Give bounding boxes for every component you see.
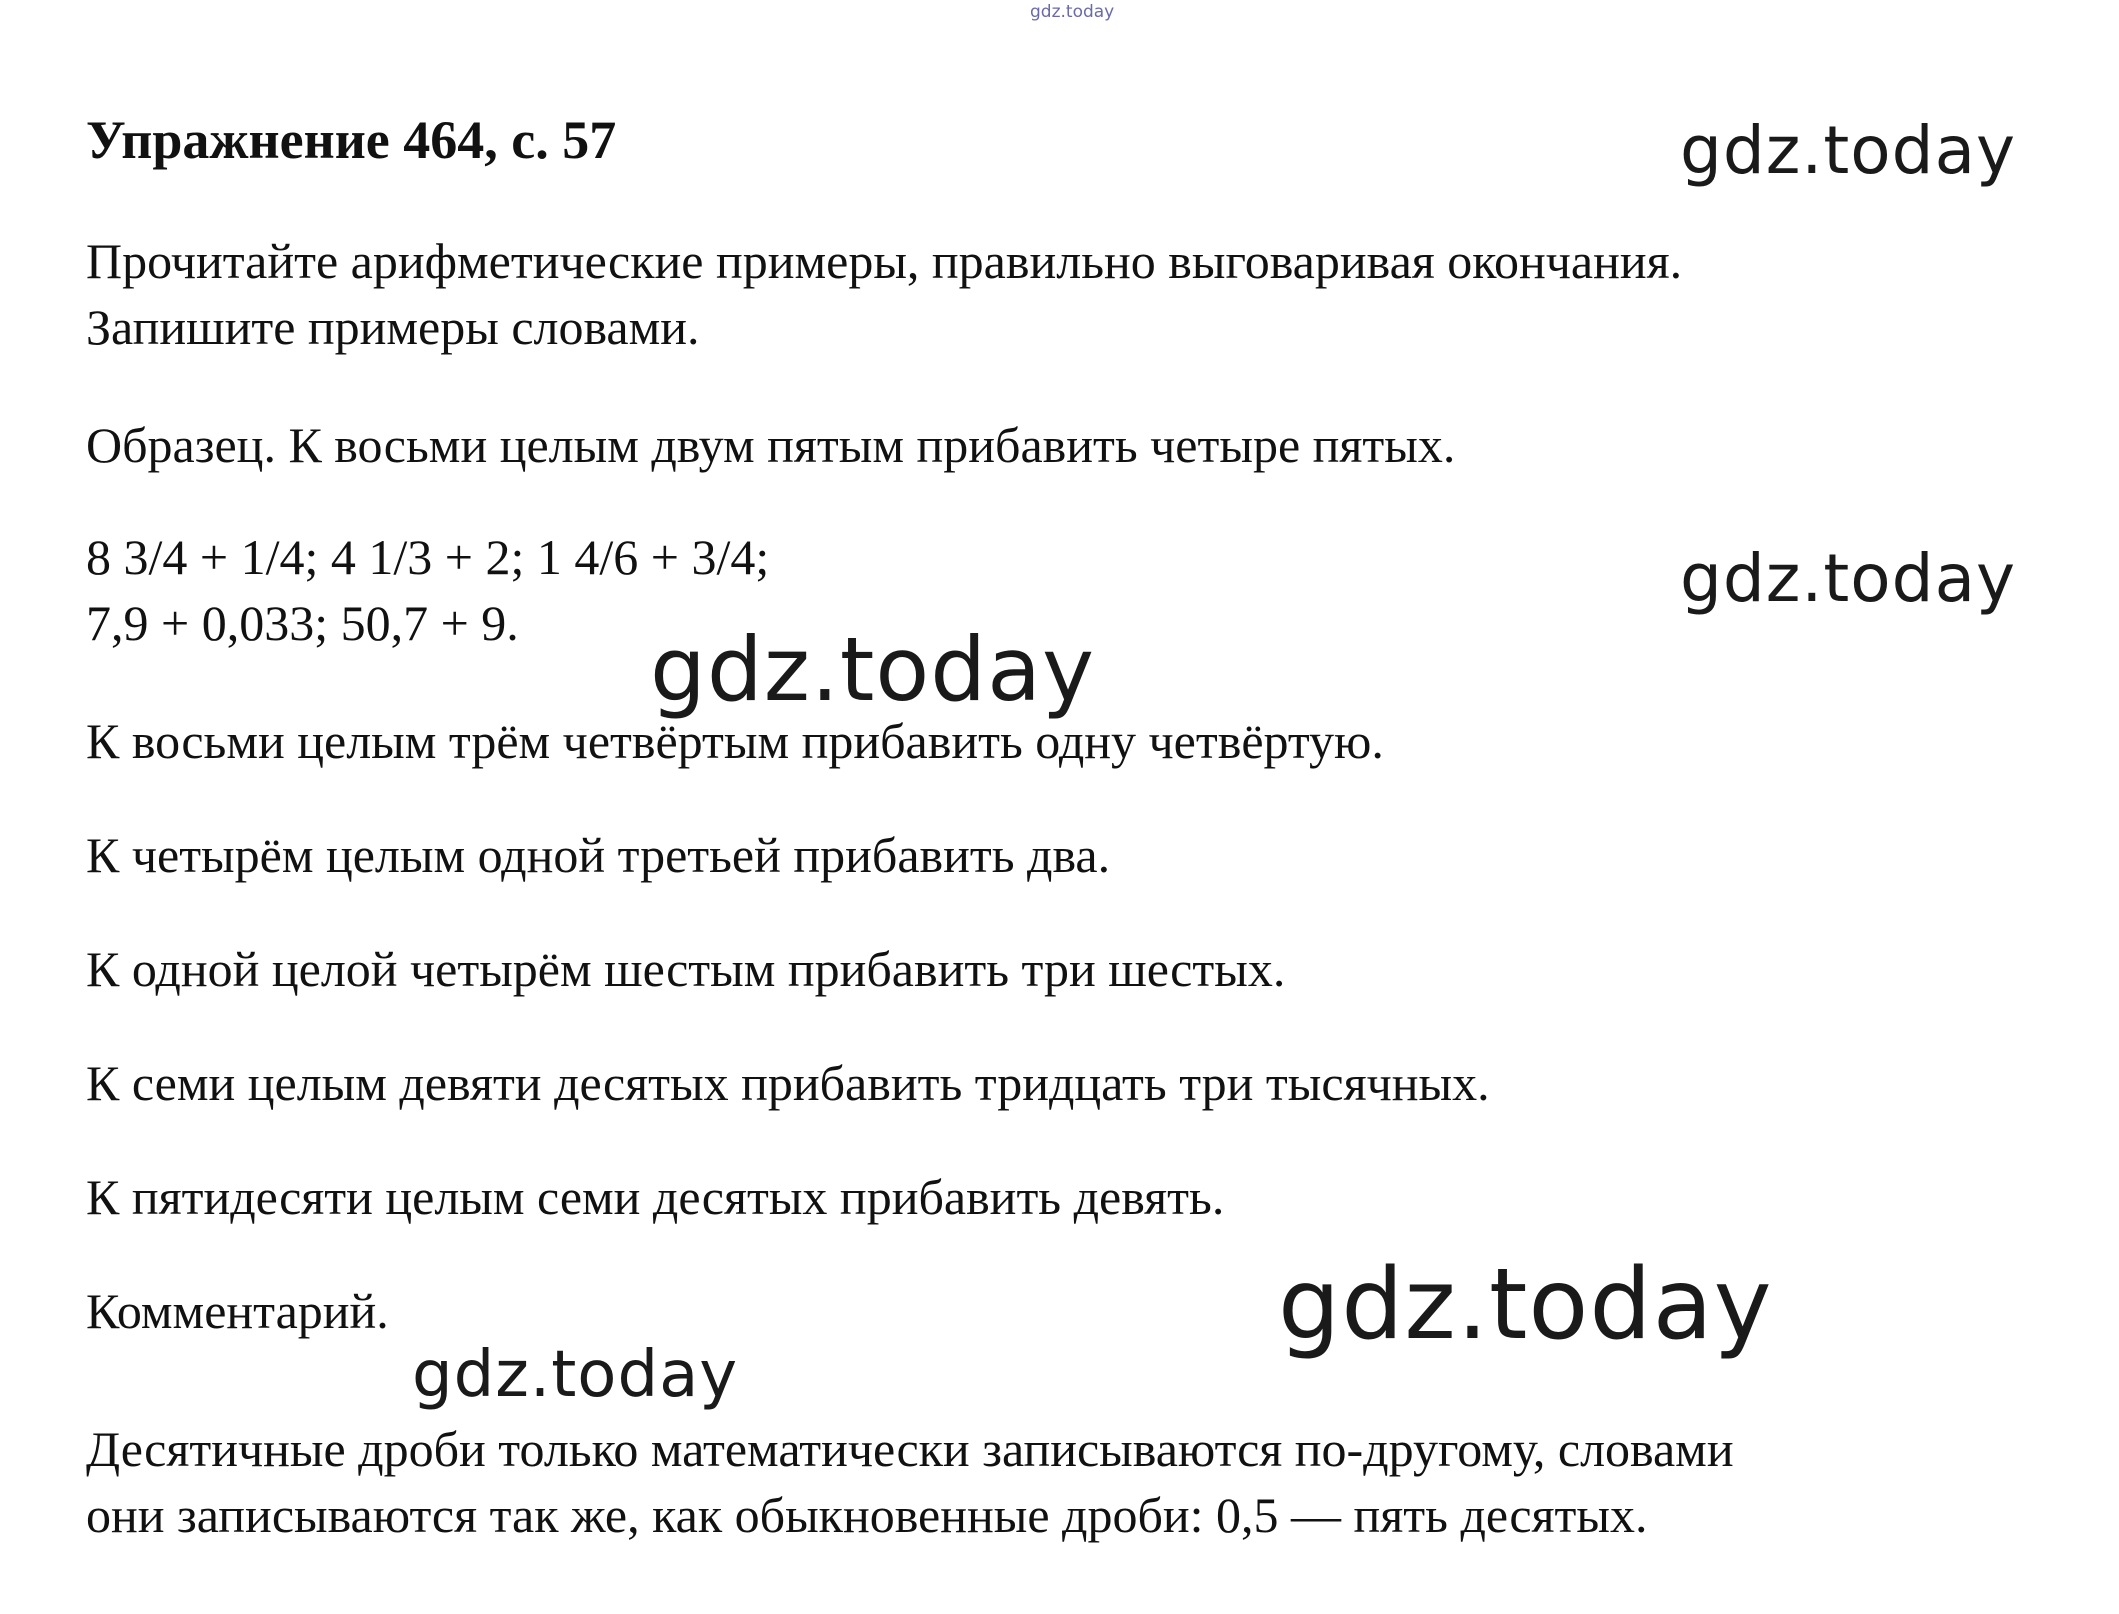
watermark-top: gdz.today — [1030, 2, 1115, 22]
watermark-3: gdz.today — [650, 618, 1096, 721]
watermark-4: gdz.today — [1278, 1248, 1773, 1362]
task-line-1: Прочитайте арифметические примеры, правильно выговаривая окончания. — [86, 233, 1683, 289]
answer-3: К одной целой четырём шестым прибавить три шестых. — [86, 941, 1286, 997]
answer-5: К пятидесяти целым семи десятых прибавить девять. — [86, 1169, 1225, 1225]
answer-1: К восьми целым трём четвёртым прибавить одну четвёртую. — [86, 713, 1384, 769]
answer-2: К четырём целым одной третьей прибавить два. — [86, 827, 1111, 883]
examples-line-1: 8 3/4 + 1/4; 4 1/3 + 2; 1 4/6 + 3/4; — [86, 529, 770, 585]
comment-line-1: Десятичные дроби только математически записываются по-другому, словами — [86, 1421, 1734, 1477]
watermark-2: gdz.today — [1680, 540, 2017, 617]
answer-4: К семи целым девяти десятых прибавить тридцать три тысячных. — [86, 1055, 1490, 1111]
comment-label: Комментарий. — [86, 1283, 389, 1339]
sample-text: Образец. К восьми целым двум пятым прибавить четыре пятых. — [86, 417, 1456, 473]
exercise-title: Упражнение 464, с. 57 — [86, 110, 617, 170]
examples-line-2: 7,9 + 0,033; 50,7 + 9. — [86, 595, 519, 651]
comment-line-2: они записываются так же, как обыкновенные дроби: 0,5 — пять десятых. — [86, 1487, 1648, 1543]
watermark-1: gdz.today — [1680, 112, 2017, 189]
watermark-5: gdz.today — [412, 1338, 739, 1412]
task-line-2: Запишите примеры словами. — [86, 299, 700, 355]
